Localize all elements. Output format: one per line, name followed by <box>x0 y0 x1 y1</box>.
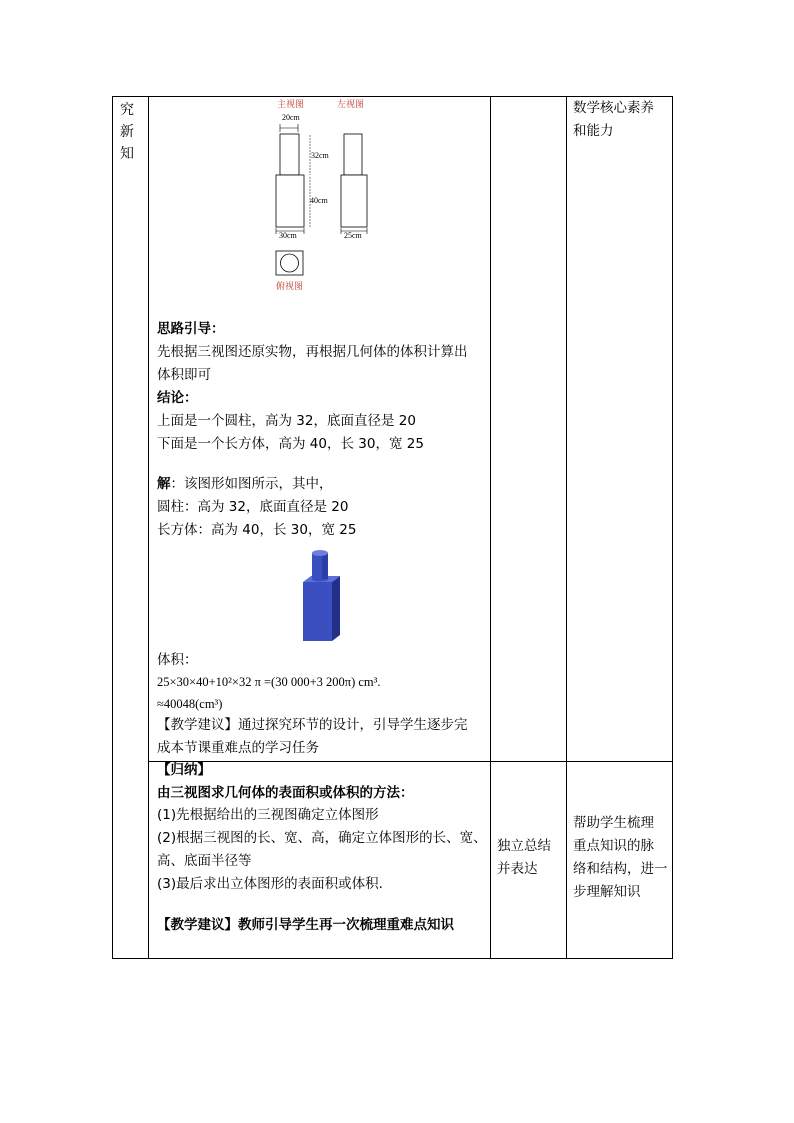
top-view-circle <box>281 254 299 272</box>
lesson-table <box>112 96 673 959</box>
design-intent-2-line-3: 络和结构，进一 <box>573 861 668 877</box>
side-view-label: 左视图 <box>337 100 365 110</box>
design-intent-1-line-1: 数学核心素养 <box>573 100 654 116</box>
solution-line-3: 长方体：高为 40，长 30，宽 25 <box>157 522 357 538</box>
dim-30cm: 30cm <box>279 231 297 240</box>
design-intent-2-line-4: 步理解知识 <box>573 884 641 900</box>
design-intent-2-line-1: 帮助学生梳理 <box>573 815 654 831</box>
hint-line-2: 体积即可 <box>157 367 211 383</box>
conclusion-title: 结论： <box>157 390 198 406</box>
col-divider-2 <box>490 97 491 958</box>
student-activity <box>497 835 551 881</box>
dim-20cm: 20cm <box>282 113 300 122</box>
design-intent-2 <box>573 812 668 904</box>
solid-figure <box>299 547 349 643</box>
col-divider-1 <box>148 97 149 958</box>
section-char-1: 究 <box>120 102 134 118</box>
top-view-label: 俯视图 <box>276 282 304 292</box>
hint-title: 思路引导： <box>157 321 225 337</box>
solution-line-2: 圆柱：高为 32，底面直径是 20 <box>157 499 349 515</box>
side-view-top-rect <box>344 134 362 175</box>
section-char-2: 新 <box>120 124 134 140</box>
col-divider-3 <box>566 97 567 958</box>
summary-advice: 【教学建议】教师引导学生再一次梳理重难点知识 <box>157 917 454 933</box>
solution-line-1 <box>157 473 333 496</box>
design-intent-2-line-2: 重点知识的脉 <box>573 838 654 854</box>
front-view-bottom-rect <box>276 175 304 227</box>
section-label <box>120 99 140 165</box>
side-view-bottom-rect <box>341 175 367 227</box>
summary-step-3: (3)最后求出立体图形的表面积或体积. <box>157 876 383 892</box>
summary-method: 由三视图求几何体的表面积或体积的方法： <box>157 785 414 801</box>
advice-line-1: 【教学建议】通过探究环节的设计，引导学生逐步完 <box>157 717 468 733</box>
solution-line-1-text: ：该图形如图所示，其中， <box>170 476 333 492</box>
design-intent-1 <box>573 97 654 143</box>
row-divider <box>148 761 672 762</box>
section-char-3: 知 <box>120 146 134 162</box>
design-intent-1-line-2: 和能力 <box>573 123 614 139</box>
dim-25cm: 25cm <box>344 231 362 240</box>
summary-title: 【归纳】 <box>157 762 211 778</box>
summary-step-2: (2)根据三视图的长、宽、高，确定立体图形的长、宽、 <box>157 830 487 846</box>
dim-40cm: 40cm <box>310 196 328 205</box>
summary-step-1: (1)先根据给出的三视图确定立体图形 <box>157 807 379 823</box>
conclusion-line-1: 上面是一个圆柱，高为 32，底面直径是 20 <box>157 413 416 429</box>
hint-line-1: 先根据三视图还原实物，再根据几何体的体积计算出 <box>157 344 468 360</box>
volume-title: 体积： <box>157 652 198 668</box>
summary-step-2-cont: 高、底面半径等 <box>157 853 252 869</box>
student-activity-line-1: 独立总结 <box>497 838 551 854</box>
student-activity-line-2: 并表达 <box>497 861 538 877</box>
three-views-figure <box>263 97 383 295</box>
advice-line-2: 成本节课重难点的学习任务 <box>157 740 319 756</box>
volume-line-2: ≈40048(cm³) <box>157 697 223 711</box>
dim-32cm: 32cm <box>311 151 329 160</box>
front-view-top-rect <box>280 134 299 175</box>
front-view-label: 主视图 <box>277 100 305 110</box>
conclusion-line-2: 下面是一个长方体，高为 40，长 30，宽 25 <box>157 436 424 452</box>
volume-line-1: 25×30×40+10²×32 π =(30 000+3 200π) cm³. <box>157 675 381 689</box>
solution-prefix: 解 <box>157 476 171 492</box>
